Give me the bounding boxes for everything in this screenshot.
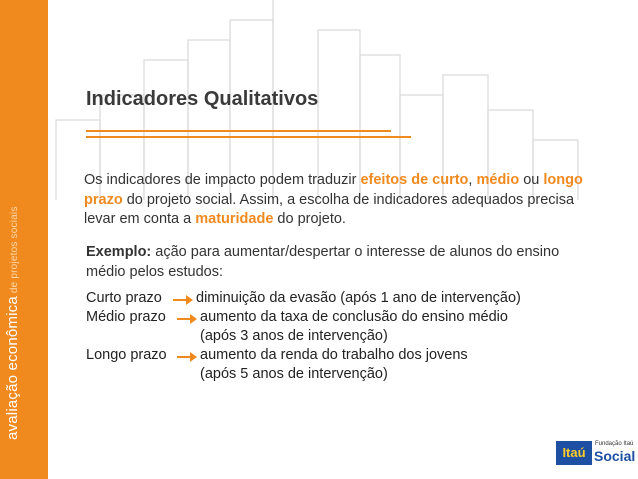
logo-fundacao-label: Fundação Itaú <box>595 441 634 447</box>
row-desc-long: aumento da renda do trabalho dos jovens <box>200 347 468 363</box>
row-term-long: Longo prazo <box>86 347 167 363</box>
highlight-long-term: longo prazo <box>84 172 583 208</box>
example-label: Exemplo: <box>86 244 152 260</box>
intro-paragraph: Os indicadores de impacto podem traduzir efeitos de curto, médio ou longo prazo do projeto social. Assim, a escolha de indicadores adequados precisa levar em conta a maturidade do projeto. <box>84 172 583 227</box>
row-desc-medium: aumento da taxa de conclusão do ensino médio <box>200 309 508 325</box>
row-desc-short: diminuição da evasão (após 1 ano de intervenção) <box>196 290 521 306</box>
example-paragraph: Exemplo: ação para aumentar/despertar o interesse de alunos do ensino médio pelos estudos: <box>86 244 560 280</box>
row-term-short: Curto prazo <box>86 290 162 306</box>
sidebar-brand-sub: de projetos sociais <box>9 206 20 294</box>
title-underline <box>86 128 411 140</box>
arrow-right-icon <box>172 294 194 306</box>
highlight-short-term: efeitos de curto <box>360 172 469 188</box>
logo-social-label: Social <box>594 448 636 464</box>
row-desc-medium-cont: (após 3 anos de intervenção) <box>200 328 388 344</box>
sidebar-brand-text <box>4 206 21 440</box>
row-desc-long-cont: (após 5 anos de intervenção) <box>200 366 388 382</box>
sidebar-brand-main: avaliação econômica <box>4 296 21 440</box>
row-term-medium: Médio prazo <box>86 309 166 325</box>
sidebar-band <box>0 0 48 479</box>
arrow-right-icon <box>176 351 198 363</box>
slide-title: Indicadores Qualitativos <box>86 88 319 110</box>
arrow-right-icon <box>176 313 198 325</box>
itau-logo-box: Itaú <box>556 441 592 465</box>
highlight-maturity: maturidade <box>195 211 274 227</box>
highlight-medium-term: médio <box>476 172 520 188</box>
